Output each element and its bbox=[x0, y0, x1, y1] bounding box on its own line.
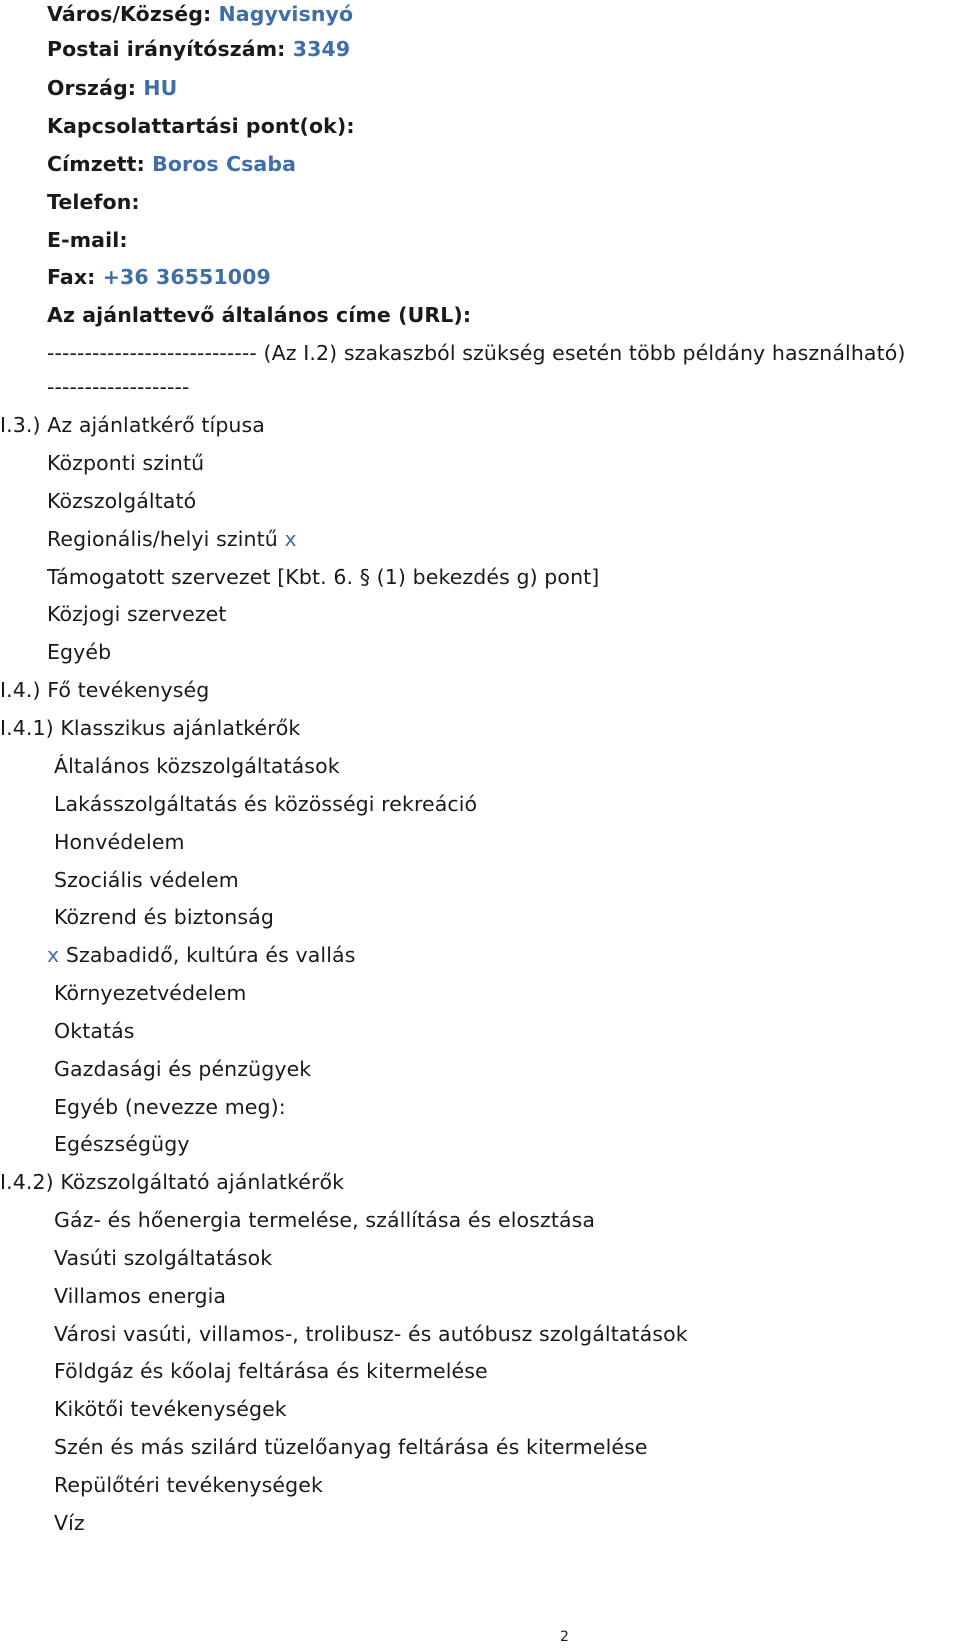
i41-item: Gazdasági és pénzügyek bbox=[54, 1057, 312, 1081]
city-row bbox=[47, 0, 353, 28]
i42-item: Városi vasúti, villamos-, trolibusz- és autóbusz szolgáltatások bbox=[54, 1322, 688, 1346]
recipient-row bbox=[47, 150, 296, 178]
postal-label: Postai irányítószám: bbox=[47, 37, 286, 61]
email-row bbox=[47, 226, 128, 254]
fax-row bbox=[47, 263, 271, 291]
i41-item: Szociális védelem bbox=[54, 868, 239, 892]
i3-option bbox=[47, 449, 204, 477]
fax-value: +36 36551009 bbox=[102, 265, 271, 289]
contact-points-label: Kapcsolattartási pont(ok): bbox=[47, 114, 355, 138]
separator-line-1: ---------------------------- (Az I.2) szakaszból szükség esetén több példány használható) bbox=[47, 341, 906, 365]
i42-item: Repülőtéri tevékenységek bbox=[54, 1473, 323, 1497]
i41-item: Honvédelem bbox=[54, 830, 185, 854]
i42-item: Szén és más szilárd tüzelőanyag feltárása és kitermelése bbox=[54, 1435, 648, 1459]
i42-item: Földgáz és kőolaj feltárása és kitermelése bbox=[54, 1359, 488, 1383]
i41-item-label: Szabadidő, kultúra és vallás bbox=[65, 943, 356, 967]
i42-item: Kikötői tevékenységek bbox=[54, 1397, 287, 1421]
i3-option-label: Közjogi szervezet bbox=[47, 602, 227, 626]
url-row bbox=[47, 301, 471, 329]
section-i3-title: I.3.) Az ajánlatkérő típusa bbox=[0, 413, 265, 437]
country-label: Ország: bbox=[47, 76, 137, 100]
section-i41-title: I.4.1) Klasszikus ajánlatkérők bbox=[0, 716, 301, 740]
i3-option-label: Egyéb bbox=[47, 640, 112, 664]
i3-option-label: Támogatott szervezet [Kbt. 6. § (1) bekezdés g) pont] bbox=[47, 565, 600, 589]
country-row bbox=[47, 74, 177, 102]
i41-item: Lakásszolgáltatás és közösségi rekreáció bbox=[54, 792, 478, 816]
i3-option-label: Központi szintű bbox=[47, 451, 205, 475]
i3-option bbox=[47, 600, 227, 628]
i41-item: Oktatás bbox=[54, 1019, 135, 1043]
i42-item: Villamos energia bbox=[54, 1284, 227, 1308]
i41-item: Általános közszolgáltatások bbox=[54, 754, 340, 778]
page-number: 2 bbox=[560, 1629, 569, 1645]
i3-option-label: Közszolgáltató bbox=[47, 489, 197, 513]
i3-option-label: Regionális/helyi szintű bbox=[47, 527, 278, 551]
section-i4-title: I.4.) Fő tevékenység bbox=[0, 678, 210, 702]
i3-option bbox=[47, 563, 599, 591]
i42-item: Gáz- és hőenergia termelése, szállítása és elosztása bbox=[54, 1208, 596, 1232]
contact-points-row bbox=[47, 112, 355, 140]
phone-row bbox=[47, 188, 140, 216]
i42-item: Vasúti szolgáltatások bbox=[54, 1246, 273, 1270]
recipient-value: Boros Csaba bbox=[152, 152, 297, 176]
postal-value: 3349 bbox=[292, 37, 351, 61]
i42-item: Víz bbox=[54, 1511, 85, 1535]
i41-item: Környezetvédelem bbox=[54, 981, 247, 1005]
selected-mark: x bbox=[284, 527, 297, 551]
country-value: HU bbox=[143, 76, 178, 100]
url-label: Az ajánlattevő általános címe (URL): bbox=[47, 303, 472, 327]
i3-option bbox=[47, 638, 111, 666]
separator-line-2: ------------------- bbox=[47, 375, 190, 399]
email-label: E-mail: bbox=[47, 228, 128, 252]
city-label: Város/Község: bbox=[47, 2, 212, 26]
postal-row bbox=[47, 35, 350, 63]
city-value: Nagyvisnyó bbox=[218, 2, 354, 26]
i41-item: Közrend és biztonság bbox=[54, 905, 274, 929]
phone-label: Telefon: bbox=[47, 190, 140, 214]
i3-option bbox=[47, 487, 196, 515]
i41-item: Egészségügy bbox=[54, 1132, 190, 1156]
i41-item: Egyéb (nevezze meg): bbox=[54, 1095, 286, 1119]
selected-mark: x bbox=[47, 943, 60, 967]
i41-item bbox=[47, 941, 355, 969]
section-i42-title: I.4.2) Közszolgáltató ajánlatkérők bbox=[0, 1170, 345, 1194]
recipient-label: Címzett: bbox=[47, 152, 145, 176]
i3-option bbox=[47, 525, 297, 553]
fax-label: Fax: bbox=[47, 265, 96, 289]
